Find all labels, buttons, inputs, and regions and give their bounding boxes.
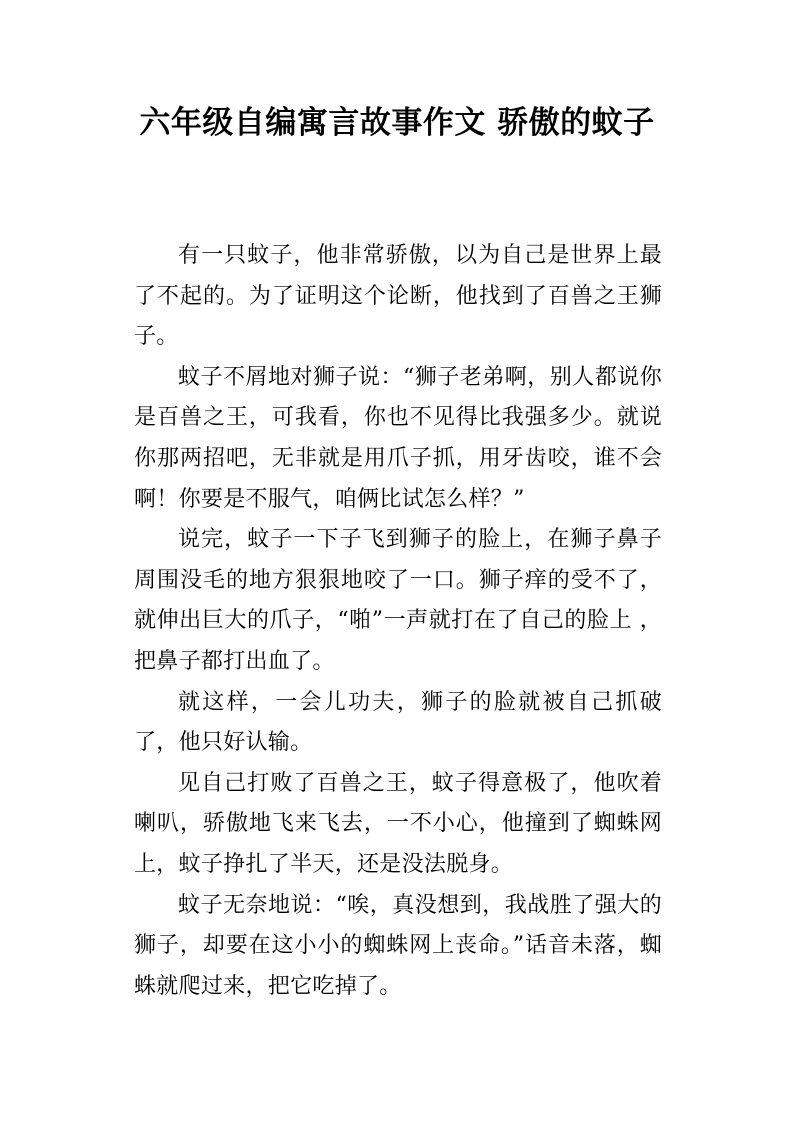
paragraph: 蚊子不屑地对狮子说：“狮子老弟啊，别人都说你是百兽之王，可我看，你也不见得比我强多少。就说你那两招吧，无非就是用爪子抓，用牙齿咬，谁不会啊！你要是不服气，咱俩比试怎么样？”: [134, 364, 662, 512]
document-title: 六年级自编寓言故事作文 骄傲的蚊子: [139, 105, 655, 141]
document-body: [134, 236, 662, 1007]
paragraph: 蚊子无奈地说：“唉，真没想到，我战胜了强大的狮子，却要在这小小的蜘蛛网上丧命。”话音未落，蜘蛛就爬过来，把它吃掉了。: [134, 892, 662, 999]
paragraph: 见自己打败了百兽之王，蚊子得意极了，他吹着喇叭，骄傲地飞来飞去，一不小心，他撞到了蜘蛛网上，蚊子挣扎了半天，还是没法脱身。: [134, 770, 662, 877]
paragraph: 就这样，一会儿功夫，狮子的脸就被自己抓破了，他只好认输。: [134, 689, 662, 756]
paragraph: 有一只蚊子，他非常骄傲，以为自己是世界上最了不起的。为了证明这个论断，他找到了百兽之王狮子。: [134, 243, 662, 350]
paragraph: 说完，蚊子一下子飞到狮子的脸上，在狮子鼻子周围没毛的地方狠狠地咬了一口。狮子痒的受不了，就伸出巨大的爪子，“啪”一声就打在了自己的脸上 ，把鼻子都打出血了。: [134, 527, 662, 674]
